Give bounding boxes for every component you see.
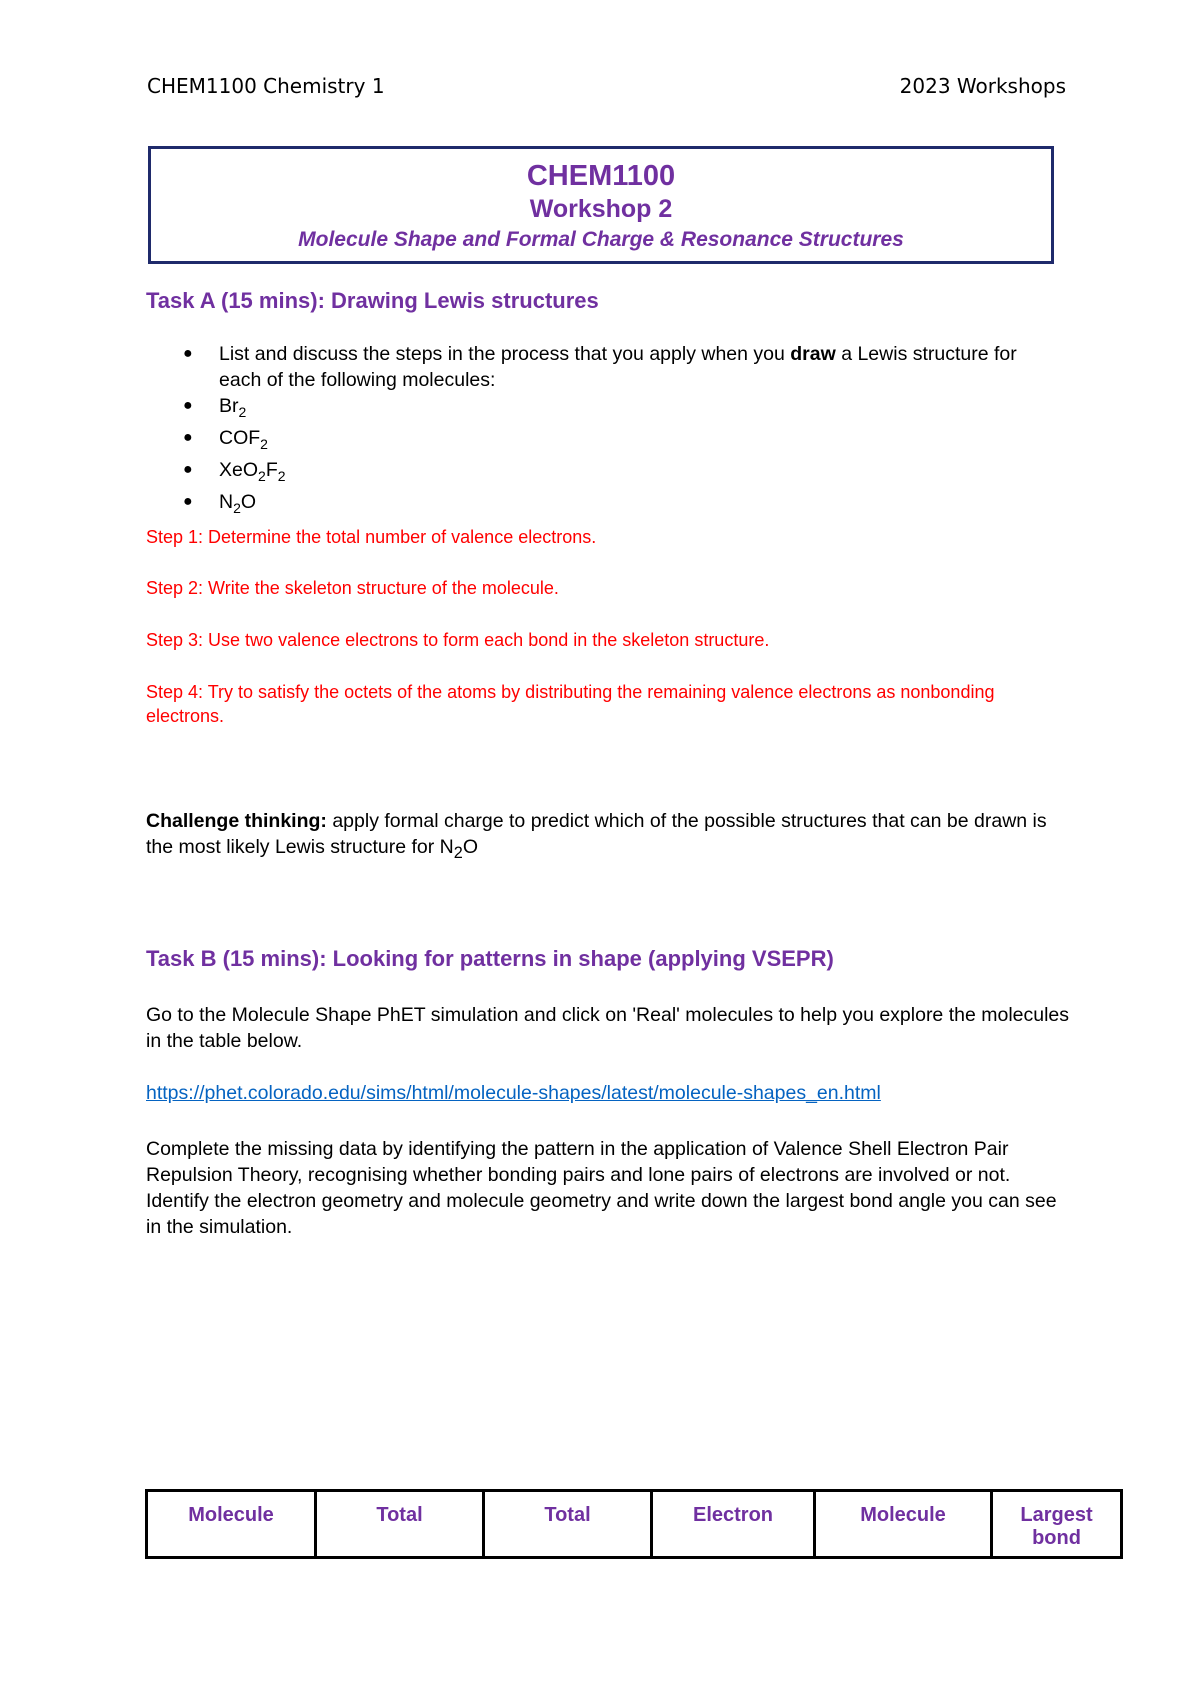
- title-box: [148, 146, 1054, 264]
- phet-simulation-link[interactable]: https://phet.colorado.edu/sims/html/molecule-shapes/latest/molecule-shapes_en.html: [146, 1082, 881, 1104]
- challenge-label: Challenge thinking:: [146, 810, 327, 832]
- challenge-subscript: 2: [453, 843, 463, 862]
- step-1: Step 1: Determine the total number of valence electrons.: [146, 527, 597, 547]
- list-item: [183, 393, 1033, 425]
- step-3: Step 3: Use two valence electrons to form each bond in the skeleton structure.: [146, 630, 770, 650]
- molecule-formula: $COF_2$: [219, 426, 268, 452]
- challenge-text: apply formal charge to predict which of the possible structures that can be drawn is the most likely Lewis structure for N: [146, 810, 1047, 858]
- bullet-text: List and discuss the steps in the process that you apply when you: [219, 343, 791, 365]
- table-header-row: [147, 1491, 1122, 1558]
- molecule-table: [145, 1489, 1123, 1559]
- list-item: [183, 425, 1033, 457]
- bullet-icon: ●: [183, 428, 193, 446]
- challenge-paragraph: [146, 808, 1071, 866]
- task-a-heading: Task A (15 mins): Drawing Lewis structures: [146, 288, 599, 313]
- course-code: CHEM1100: [526, 160, 676, 192]
- task-b-instructions: Complete the missing data by identifying the pattern in the application of Valence Shell Electron Pair Repulsion Theory, recognising whether bonding pairs and lone pairs of electrons are involved or not. Identify the electron geometry and molecule geometry and write down the largest bond angle you can see in the simulation.: [146, 1138, 1057, 1238]
- table-header-cell: Electron: [652, 1491, 815, 1558]
- molecule-formula: $N_2O$: [219, 490, 257, 516]
- bullet-icon: ●: [183, 492, 193, 510]
- bullet-icon: ●: [183, 397, 193, 414]
- bullet-icon: ●: [183, 345, 193, 362]
- task-a-bullet-list: [183, 341, 1033, 521]
- list-item: [183, 489, 1033, 521]
- table-header-cell: Molecule: [815, 1491, 992, 1558]
- challenge-text-end: O: [462, 836, 478, 858]
- running-header-year: 2023 Workshops: [899, 74, 1066, 98]
- molecule-formula: $XeO_2F_2$: [219, 458, 286, 484]
- table-header-cell: Total: [316, 1491, 484, 1558]
- list-item: [183, 341, 1033, 393]
- table-header-cell: Total: [484, 1491, 652, 1558]
- step-4: Step 4: Try to satisfy the octets of the atoms by distributing the remaining valence electrons as nonbonding electrons.: [146, 682, 995, 726]
- task-b-heading: Task B (15 mins): Looking for patterns in shape (applying VSEPR): [146, 946, 834, 971]
- list-item: [183, 457, 1033, 489]
- table-header-cell: Molecule: [147, 1491, 316, 1558]
- molecule-formula: $Br_2$: [219, 395, 247, 420]
- bullet-bold-word: draw: [790, 343, 836, 365]
- workshop-subtitle: Molecule Shape and Formal Charge & Resonance Structures: [298, 228, 904, 251]
- step-2: Step 2: Write the skeleton structure of the molecule.: [146, 578, 559, 598]
- workshop-title: Workshop 2: [529, 195, 673, 223]
- task-b-intro: Go to the Molecule Shape PhET simulation and click on 'Real' molecules to help you explore the molecules in the table below.: [146, 1004, 1070, 1052]
- bullet-icon: ●: [183, 460, 193, 478]
- running-header-course: CHEM1100 Chemistry 1: [147, 74, 385, 98]
- table-header-cell: Largest bond: [992, 1491, 1122, 1558]
- bullet-text: a Lewis structure for each of the following molecules:: [219, 343, 1017, 391]
